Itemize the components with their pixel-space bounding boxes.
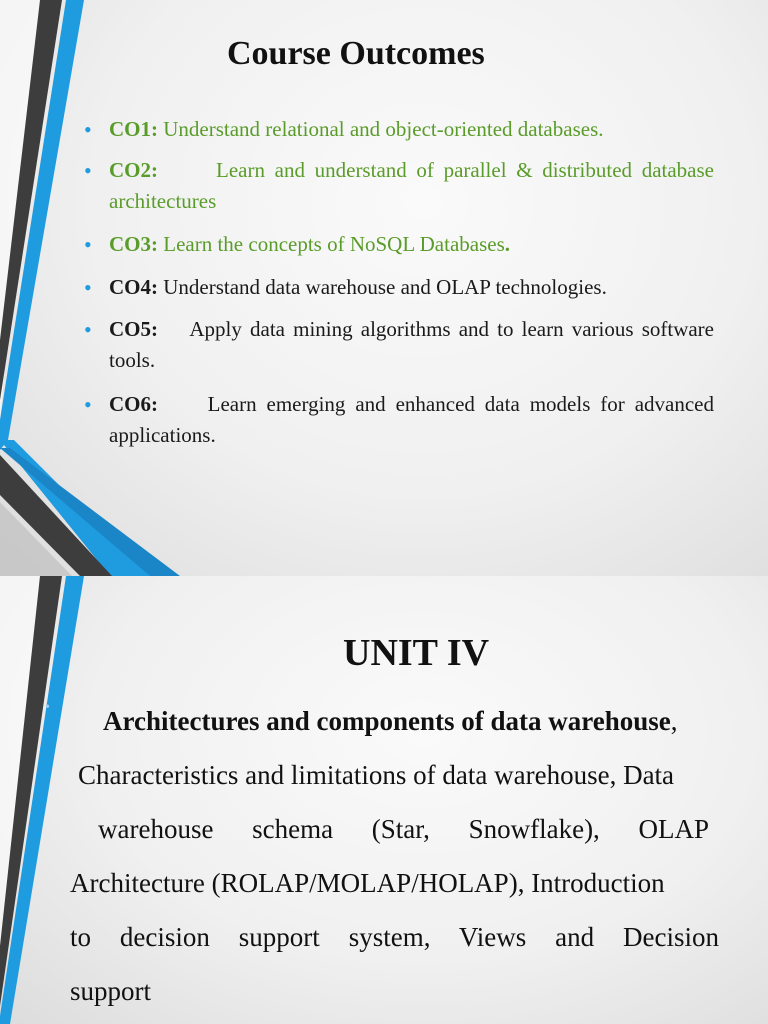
unit-line-2: warehouse schema (Star, Snowflake), OLAP bbox=[98, 814, 709, 844]
bullet-icon: • bbox=[84, 232, 92, 257]
slide-title: Course Outcomes bbox=[227, 35, 485, 72]
bullet-icon: • bbox=[84, 117, 92, 142]
bullet-icon: • bbox=[45, 700, 50, 715]
list-item-co4: • CO4: Understand data warehouse and OLAP technologies. bbox=[84, 272, 714, 303]
list-item-co3: • CO3: Learn the concepts of NoSQL Databases. bbox=[84, 229, 714, 260]
list-item-co6: • CO6: Learn emerging and enhanced data models for advanced applications. bbox=[84, 389, 714, 451]
list-item-co2: • CO2: Learn and understand of parallel & distributed database architectures bbox=[84, 155, 714, 217]
bullet-icon: • bbox=[84, 275, 92, 300]
list-item-co5: • CO5: Apply data mining algorithms and to learn various software tools. bbox=[84, 314, 714, 376]
bullet-icon: • bbox=[84, 392, 92, 417]
unit-line-4: to decision support system, Views and Decision bbox=[70, 922, 719, 952]
slide-unit-iv bbox=[0, 576, 768, 1024]
unit-content bbox=[70, 694, 737, 1018]
slide-title: UNIT IV bbox=[343, 632, 490, 674]
bullet-icon: • bbox=[84, 158, 92, 183]
unit-line-1: Characteristics and limitations of data warehouse, Data bbox=[78, 760, 675, 790]
bullet-icon: • bbox=[84, 317, 92, 342]
list-item-co1: • CO1: Understand relational and object-oriented databases. bbox=[84, 114, 714, 145]
unit-line-3: Architecture (ROLAP/MOLAP/HOLAP), Introduction bbox=[70, 868, 665, 898]
course-outcomes-list bbox=[84, 114, 720, 451]
unit-heading: Architectures and components of data warehouse, bbox=[103, 706, 678, 736]
unit-line-5: support bbox=[70, 976, 151, 1006]
